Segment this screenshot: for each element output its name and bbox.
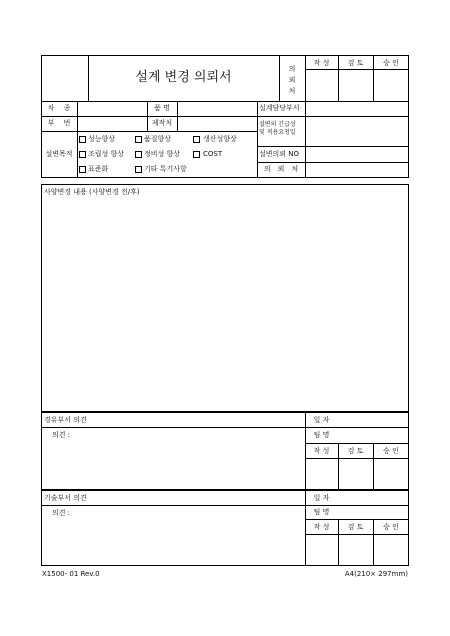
routing-approve-label: 승 인: [383, 447, 399, 455]
divider: [305, 101, 306, 178]
car-type-label: 차 종: [47, 104, 71, 112]
divider: [305, 519, 409, 520]
assembly-checkbox[interactable]: [79, 151, 86, 158]
divider: [41, 116, 409, 117]
other-option-label: 기타 특기사항: [144, 165, 187, 173]
routing-dept-title: 경유부서 의견: [44, 416, 87, 424]
divider: [177, 101, 178, 131]
purpose-label: 설변목적: [45, 150, 73, 158]
cost-checkbox[interactable]: [193, 151, 200, 158]
maintenance-option-label: 정비성 향상: [144, 150, 181, 158]
technical-dept-title: 기술부서 의견: [44, 494, 87, 502]
divider: [305, 69, 409, 70]
technical-dept-opinion-label: 의견 :: [52, 509, 71, 517]
maker-label: 제작처: [151, 119, 173, 127]
productivity-checkbox[interactable]: [193, 136, 200, 143]
form-title: 설계 변경 의뢰서: [135, 70, 232, 85]
part-no-label: 부 번: [47, 119, 71, 127]
performance-option-label: 성능향상: [88, 135, 116, 143]
quality-option-label: 품질향상: [144, 135, 172, 143]
standardization-checkbox[interactable]: [79, 166, 86, 173]
technical-approve-label: 승 인: [383, 523, 399, 531]
technical-date-label: 일 자: [313, 494, 330, 502]
assembly-option-label: 조립성 향상: [88, 150, 125, 158]
spec-change-area[interactable]: [41, 184, 409, 412]
routing-date-label: 일 자: [313, 416, 330, 424]
urgency-label-2: 및 적용요청일: [259, 129, 296, 136]
divider: [305, 534, 409, 535]
divider: [77, 101, 78, 178]
productivity-option-label: 생산성향상: [203, 135, 237, 143]
routing-dept-opinion-label: 의견 :: [52, 431, 71, 439]
urgency-label-1: 설변의 긴급성: [259, 121, 296, 128]
divider: [41, 427, 409, 428]
routing-review-label: 검 토: [347, 447, 364, 455]
technical-team-label: 팀 명: [313, 508, 330, 516]
routing-team-label: 팀 명: [313, 431, 330, 439]
divider: [257, 146, 409, 147]
maintenance-checkbox[interactable]: [135, 151, 142, 158]
requester-row-label: 의 뢰 처: [263, 165, 299, 173]
approval-header-write: 작 성: [313, 59, 330, 67]
cost-option-label: COST: [203, 150, 223, 158]
approval-header-approve: 승 인: [383, 59, 399, 67]
design-dept-label: 설계담당부서: [259, 104, 300, 112]
request-no-label: 설변의뢰 NO: [259, 150, 300, 158]
approval-header-review: 검 토: [347, 59, 364, 67]
divider: [257, 162, 409, 163]
standardization-option-label: 표준화: [88, 165, 109, 173]
routing-write-label: 작 성: [313, 447, 330, 455]
divider: [305, 458, 409, 459]
paper-size: A4(210× 297mm): [344, 570, 408, 578]
technical-write-label: 작 성: [313, 523, 330, 531]
technical-review-label: 검 토: [347, 523, 364, 531]
divider: [41, 131, 257, 132]
divider: [41, 505, 409, 506]
spec-change-label: 사양변경 내용 (사양변경 전/후): [44, 188, 140, 196]
performance-checkbox[interactable]: [79, 136, 86, 143]
divider: [305, 443, 409, 444]
requester-label: 의 뢰 처: [288, 65, 296, 95]
part-name-label: 품 명: [154, 104, 170, 112]
other-checkbox[interactable]: [135, 166, 142, 173]
quality-checkbox[interactable]: [135, 136, 142, 143]
form-code: X1500- 01 Rev.0: [42, 570, 100, 578]
